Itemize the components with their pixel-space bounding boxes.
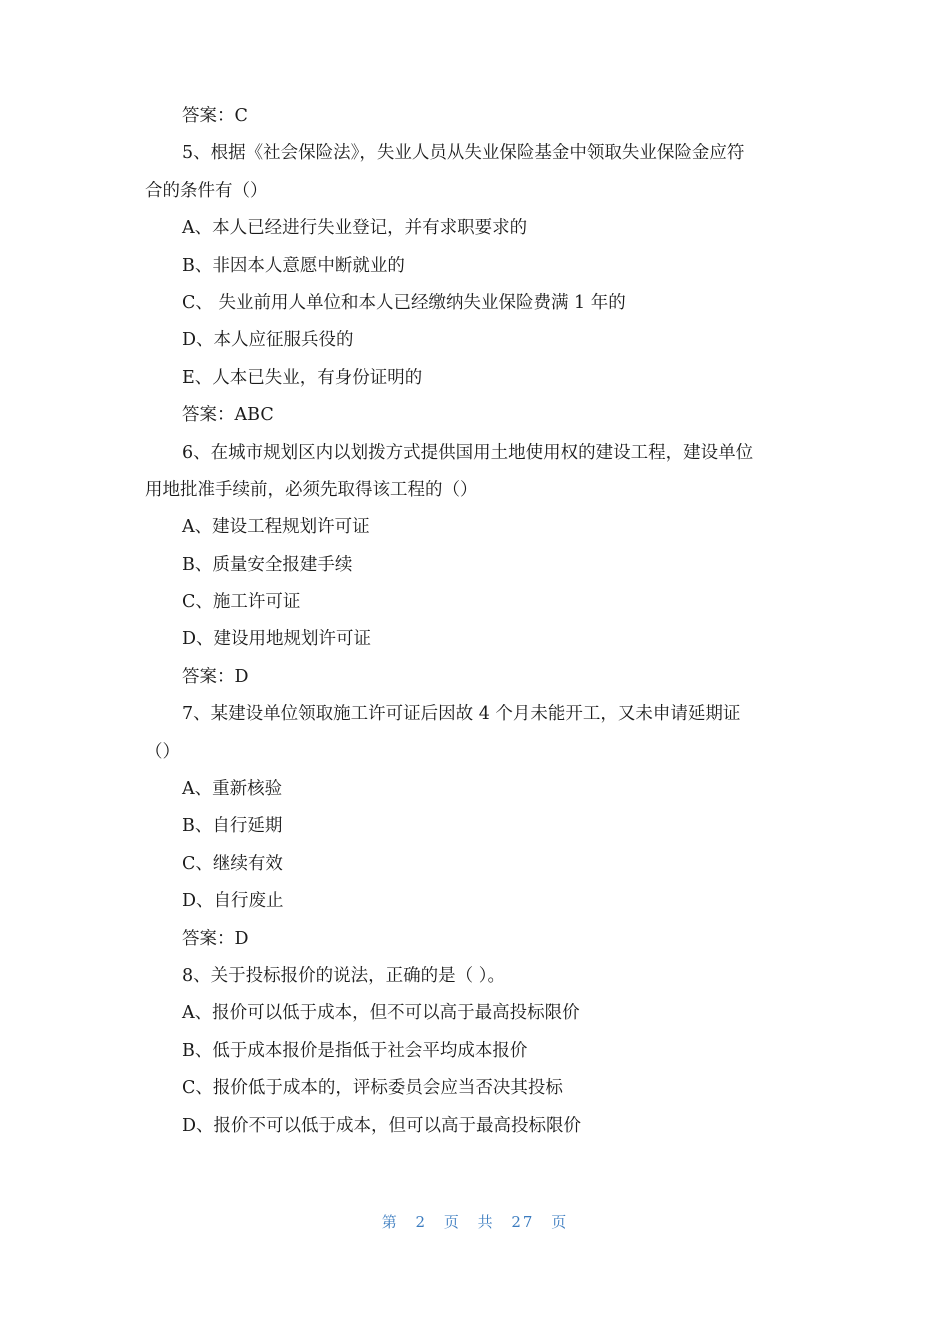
text-line: A、报价可以低于成本，但不可以高于最高投标限价 [182,1003,580,1024]
text-line: C、报价低于成本的，评标委员会应当否决其投标 [182,1078,563,1099]
text-line: B、非因本人意愿中断就业的 [182,255,405,276]
text-line: （） [145,741,180,762]
text-line: D、报价不可以低于成本，但可以高于最高投标限价 [182,1115,582,1136]
text-line: D、本人应征服兵役的 [182,330,354,351]
text-line: A、重新核验 [182,779,283,800]
text-line: B、质量安全报建手续 [182,554,353,575]
text-line: D、自行废止 [182,891,284,912]
document-body [145,98,810,1145]
text-line: B、自行延期 [182,816,283,837]
text-line: C、施工许可证 [182,592,301,613]
text-line: 8、关于投标报价的说法，正确的是（ ）。 [182,965,505,986]
text-line: A、本人已经进行失业登记，并有求职要求的 [182,218,528,239]
text-line: A、建设工程规划许可证 [182,517,370,538]
text-line: B、低于成本报价是指低于社会平均成本报价 [182,1040,528,1061]
text-line: 用地批准手续前，必须先取得该工程的（） [145,479,478,500]
text-line: 7、某建设单位领取施工许可证后因故 4 个月未能开工，又未申请延期证 [182,704,741,725]
text-line: C、 失业前用人单位和本人已经缴纳失业保险费满 1 年的 [182,292,626,313]
text-line: 答案：ABC [182,405,274,426]
text-line: 6、在城市规划区内以划拨方式提供国用土地使用权的建设工程，建设单位 [182,442,754,463]
text-line: 5、根据《社会保险法》，失业人员从失业保险基金中领取失业保险金应符 [182,143,745,164]
text-line: E、人本已失业，有身份证明的 [182,367,423,388]
text-line: C、继续有效 [182,853,283,874]
text-line: D、建设用地规划许可证 [182,629,372,650]
page-number-footer: 第 2 页 共 27 页 [381,1213,569,1231]
text-line: 答案：D [182,928,249,949]
text-line: 合的条件有（） [145,180,268,201]
text-line: 答案：C [182,106,248,126]
text-line: 答案：D [182,666,249,687]
